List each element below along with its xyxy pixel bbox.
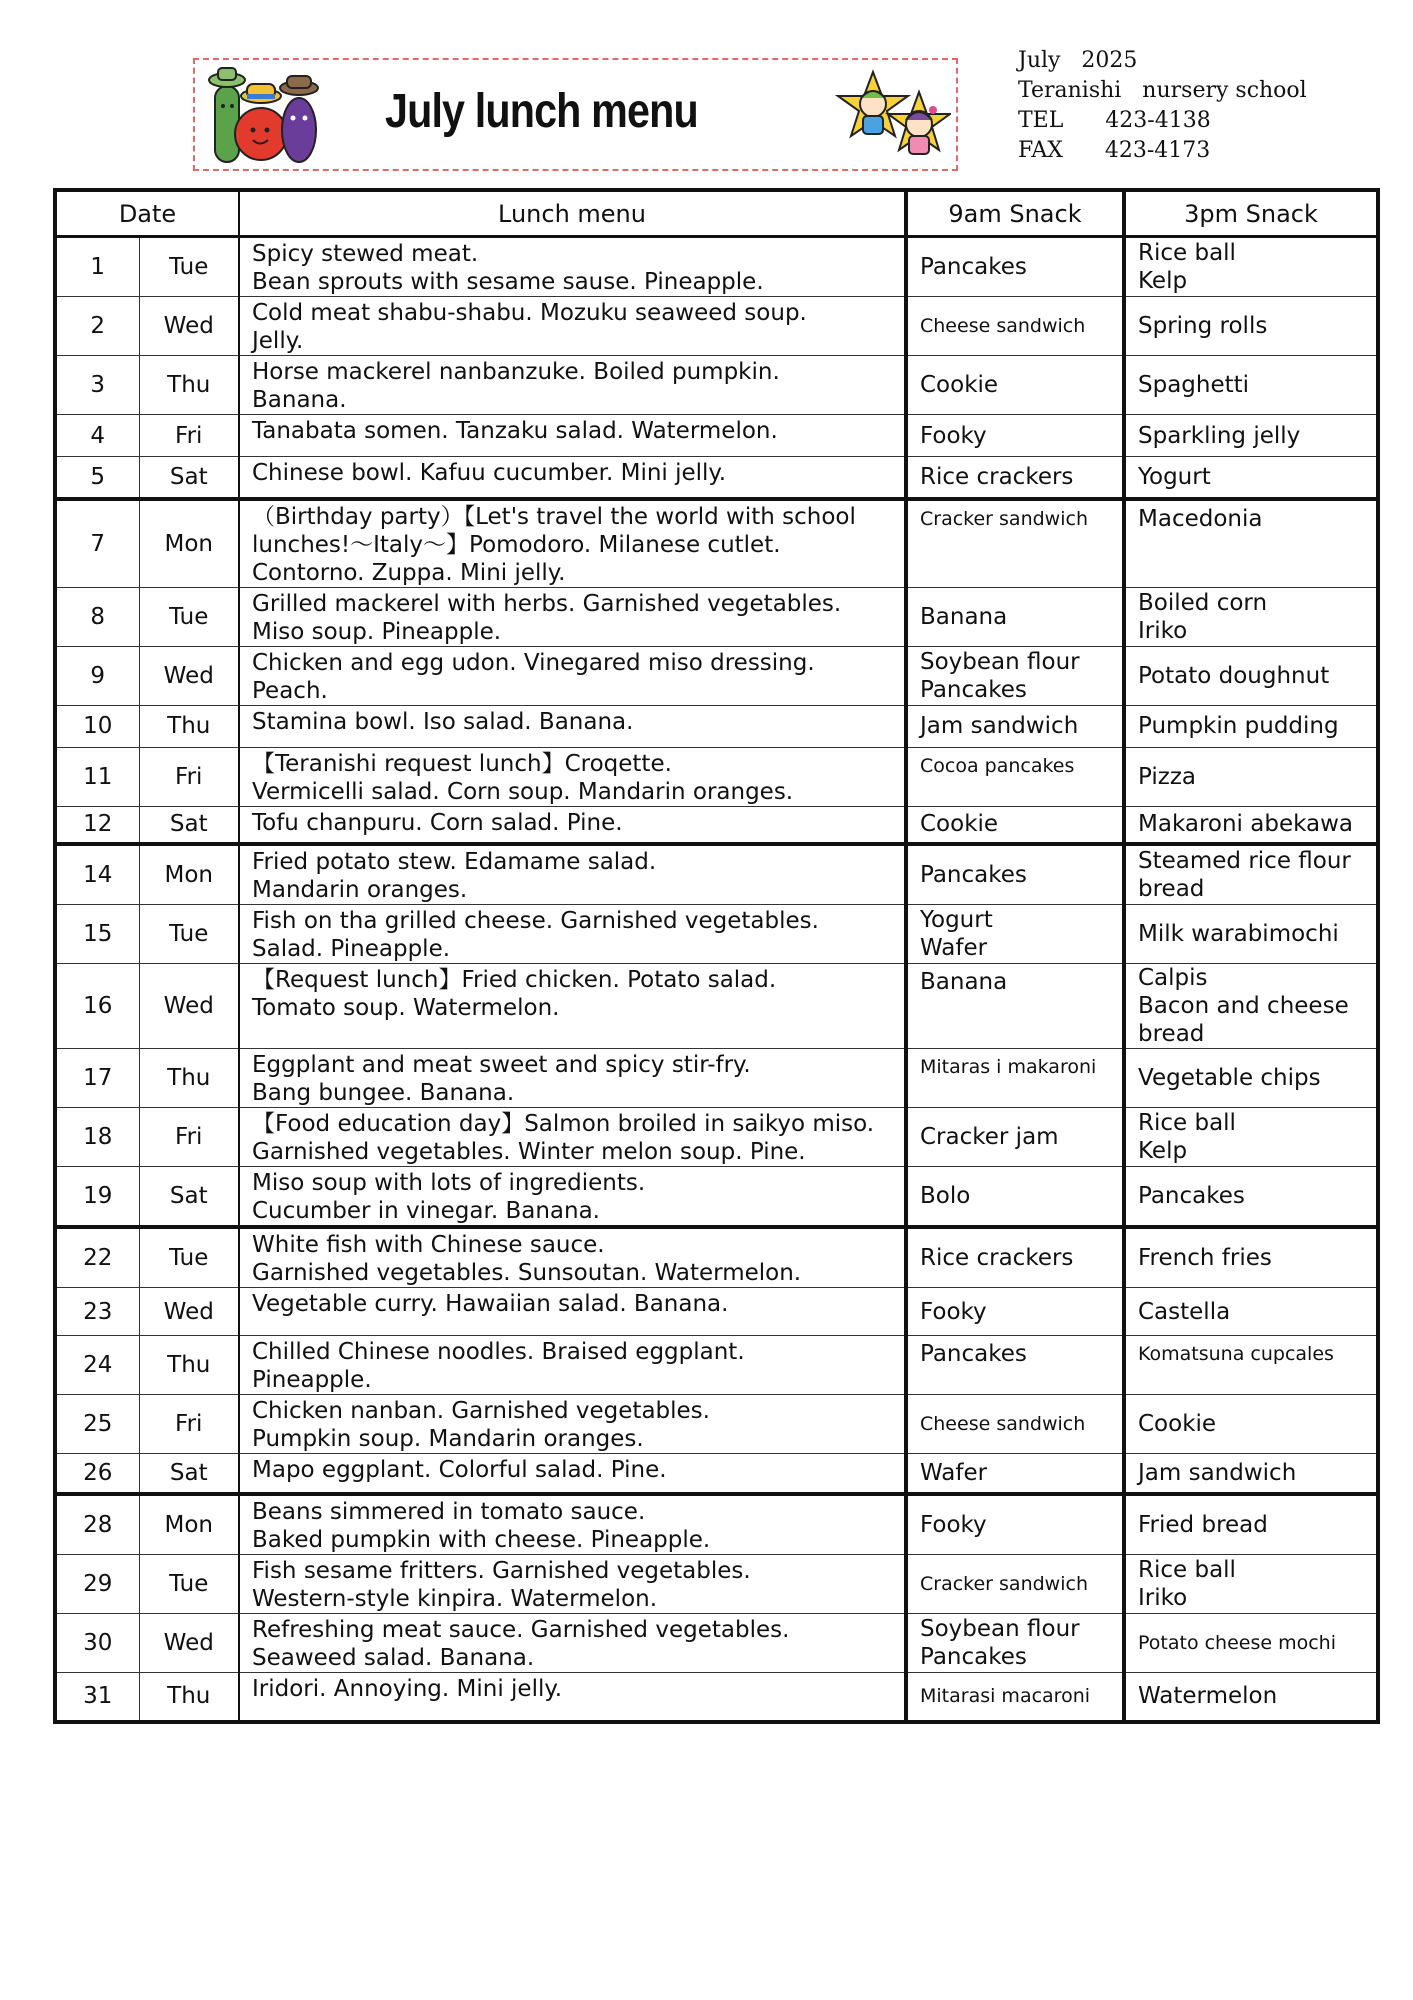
cell-line: Watermelon (1138, 1683, 1278, 1710)
cell-line: Mitaras i makaroni (920, 1056, 1097, 1078)
table-body (55, 237, 1378, 1723)
cell-line: Calpis (1138, 965, 1208, 991)
cell-line: lunches!～Italy～】Pomodoro. Milanese cutlet. (252, 531, 781, 558)
cell-line: Chilled Chinese noodles. Braised eggplant. (252, 1339, 745, 1365)
table-row (55, 1227, 1378, 1288)
cell-line: Pancakes (920, 254, 1027, 280)
weekday: Thu (139, 356, 239, 415)
afternoon-snack-cell (1124, 1167, 1378, 1228)
lunch-menu-cell (239, 1288, 906, 1336)
cell-line: Jelly. (252, 328, 304, 354)
afternoon-snack-cell (1124, 1395, 1378, 1454)
afternoon-snack-cell (1124, 1288, 1378, 1336)
afternoon-snack-cell (1124, 964, 1378, 1049)
cell-line: Castella (1138, 1298, 1231, 1325)
cell-line: Vermicelli salad. Corn soup. Mandarin oranges. (252, 778, 794, 805)
weekday: Tue (139, 587, 239, 646)
header-3pm-snack: 3pm Snack (1124, 190, 1378, 237)
morning-snack-cell (906, 905, 1124, 964)
cell-line: Sparkling jelly (1138, 422, 1301, 449)
afternoon-snack-cell (1124, 297, 1378, 356)
table-row (55, 587, 1378, 646)
date-number: 31 (55, 1672, 139, 1722)
afternoon-snack-cell (1124, 1672, 1378, 1722)
star-kids-illustration (835, 66, 951, 170)
lunch-menu-cell (239, 1108, 906, 1167)
cell-line: Peach. (252, 677, 328, 704)
cell-line: Rice ball (1138, 1556, 1236, 1583)
afternoon-snack-cell (1124, 1049, 1378, 1108)
morning-snack-cell (906, 297, 1124, 356)
cell-line: Cocoa pancakes (920, 754, 1075, 777)
cell-line: Cold meat shabu-shabu. Mozuku seaweed soup. (252, 300, 807, 326)
date-number: 3 (55, 356, 139, 415)
afternoon-snack-cell (1124, 457, 1378, 499)
cell-line: Macedonia (1138, 505, 1263, 532)
table-row (55, 297, 1378, 356)
morning-snack-cell (906, 1554, 1124, 1613)
lunch-menu-cell (239, 297, 906, 356)
morning-snack-cell (906, 1494, 1124, 1555)
school-info (1018, 46, 1307, 166)
weekday: Sat (139, 457, 239, 499)
lunch-menu-cell (239, 1049, 906, 1108)
cell-line: Vegetable chips (1138, 1065, 1321, 1091)
morning-snack-cell (906, 1227, 1124, 1288)
weekday: Thu (139, 1049, 239, 1108)
weekday: Sat (139, 806, 239, 844)
cell-line: Yogurt (920, 907, 993, 933)
afternoon-snack-cell (1124, 646, 1378, 705)
cell-line: Banana (920, 969, 1008, 995)
cell-line: Pancakes (920, 676, 1027, 703)
lunch-menu-cell (239, 1336, 906, 1395)
afternoon-snack-cell (1124, 499, 1378, 588)
weekday: Fri (139, 747, 239, 806)
afternoon-snack-cell (1124, 844, 1378, 905)
cell-line: Chicken nanban. Garnished vegetables. (252, 1398, 710, 1424)
cell-line: Refreshing meat sauce. Garnished vegetables. (252, 1616, 790, 1643)
date-number: 30 (55, 1613, 139, 1672)
morning-snack-cell (906, 1454, 1124, 1494)
morning-snack-cell (906, 1613, 1124, 1672)
lunch-menu-cell (239, 499, 906, 588)
lunch-menu-cell (239, 905, 906, 964)
weekday: Fri (139, 1108, 239, 1167)
school-info-line: TEL 423-4138 (1018, 108, 1211, 133)
table-row (55, 1554, 1378, 1613)
morning-snack-cell (906, 1395, 1124, 1454)
cell-line: Iriko (1138, 1584, 1188, 1611)
cell-line: Cookie (920, 811, 999, 838)
header-date: Date (55, 190, 239, 237)
cell-line: Grilled mackerel with herbs. Garnished vegetables. (252, 590, 842, 617)
date-number: 23 (55, 1288, 139, 1336)
lunch-menu-cell (239, 237, 906, 297)
cell-line: Garnished vegetables. Sunsoutan. Watermelon. (252, 1260, 802, 1286)
table-row (55, 1395, 1378, 1454)
morning-snack-cell (906, 1108, 1124, 1167)
lunch-menu-cell (239, 806, 906, 844)
morning-snack-cell (906, 587, 1124, 646)
cell-line: Milk warabimochi (1138, 921, 1339, 947)
date-number: 19 (55, 1167, 139, 1228)
cell-line: 【Request lunch】Fried chicken. Potato salad. (252, 967, 777, 993)
page-title: July lunch menu (385, 85, 698, 138)
cell-line: Pineapple. (252, 1367, 372, 1393)
lunch-menu-cell (239, 747, 906, 806)
afternoon-snack-cell (1124, 705, 1378, 747)
cell-line: Kelp (1138, 268, 1188, 294)
table-row (55, 646, 1378, 705)
cell-line: Spaghetti (1138, 372, 1250, 398)
date-number: 18 (55, 1108, 139, 1167)
cell-line: Contorno. Zuppa. Mini jelly. (252, 559, 566, 586)
cell-line: Komatsuna cupcales (1138, 1343, 1334, 1365)
table-row (55, 415, 1378, 457)
cell-line: Cracker sandwich (920, 507, 1088, 530)
cell-line: Horse mackerel nanbanzuke. Boiled pumpkin. (252, 359, 780, 385)
cell-line: Beans simmered in tomato sauce. (252, 1498, 646, 1525)
date-number: 22 (55, 1227, 139, 1288)
cell-line: Rice crackers (920, 463, 1074, 490)
morning-snack-cell (906, 237, 1124, 297)
cell-line: Potato cheese mochi (1138, 1631, 1337, 1654)
cell-line: Bang bungee. Banana. (252, 1080, 515, 1106)
cell-line: Eggplant and meat sweet and spicy stir-fry. (252, 1052, 751, 1078)
weekday: Wed (139, 646, 239, 705)
morning-snack-cell (906, 964, 1124, 1049)
table-row (55, 1494, 1378, 1555)
table-row (55, 1613, 1378, 1672)
table-row (55, 237, 1378, 297)
cell-line: Pumpkin pudding (1138, 713, 1339, 739)
cell-line: Bean sprouts with sesame sause. Pineapple. (252, 269, 764, 295)
date-number: 7 (55, 499, 139, 588)
cell-line: Salad. Pineapple. (252, 936, 451, 962)
cell-line: Jam sandwich (920, 713, 1079, 739)
date-number: 29 (55, 1554, 139, 1613)
cell-line: Fried potato stew. Edamame salad. (252, 849, 657, 875)
date-number: 26 (55, 1454, 139, 1494)
afternoon-snack-cell (1124, 415, 1378, 457)
cell-line: Cracker jam (920, 1124, 1059, 1150)
cell-line: Cookie (1138, 1411, 1217, 1437)
morning-snack-cell (906, 415, 1124, 457)
cell-line: Rice ball (1138, 240, 1236, 266)
cell-line: Cookie (920, 372, 999, 398)
cell-line: bread (1138, 1021, 1205, 1047)
afternoon-snack-cell (1124, 587, 1378, 646)
cell-line: Pancakes (920, 1341, 1027, 1367)
header-9am-snack: 9am Snack (906, 190, 1124, 237)
weekday: Mon (139, 844, 239, 905)
cell-line: Iriko (1138, 617, 1188, 644)
date-number: 12 (55, 806, 139, 844)
cell-line: Cheese sandwich (920, 1413, 1086, 1435)
lunch-menu-cell (239, 587, 906, 646)
afternoon-snack-cell (1124, 1227, 1378, 1288)
cell-line: Mapo eggplant. Colorful salad. Pine. (252, 1457, 667, 1483)
cell-line: Boiled corn (1138, 589, 1268, 616)
cell-line: Jam sandwich (1138, 1459, 1297, 1486)
morning-snack-cell (906, 844, 1124, 905)
cell-line: Wafer (920, 935, 988, 961)
table-row (55, 1167, 1378, 1228)
table-row (55, 356, 1378, 415)
weekday: Tue (139, 237, 239, 297)
cell-line: Garnished vegetables. Winter melon soup. Pine. (252, 1139, 806, 1165)
cell-line: Cheese sandwich (920, 315, 1086, 337)
cell-line: Rice crackers (920, 1245, 1074, 1271)
table-row (55, 1108, 1378, 1167)
cell-line: Baked pumpkin with cheese. Pineapple. (252, 1526, 711, 1553)
date-number: 25 (55, 1395, 139, 1454)
table-row (55, 1454, 1378, 1494)
vegetables-illustration (203, 64, 321, 168)
cell-line: Fish sesame fritters. Garnished vegetables. (252, 1557, 751, 1584)
cell-line: Banana. (252, 387, 347, 413)
cell-line: Pizza (1138, 763, 1196, 790)
cell-line: 【Teranishi request lunch】Croqette. (252, 750, 672, 777)
cell-line: Steamed rice flour (1138, 848, 1351, 874)
lunch-menu-cell (239, 457, 906, 499)
cell-line: White fish with Chinese sauce. (252, 1232, 605, 1258)
cell-line: French fries (1138, 1245, 1272, 1271)
lunch-menu-cell (239, 1227, 906, 1288)
table-row (55, 499, 1378, 588)
table-header-row (55, 190, 1378, 237)
cell-line: Potato doughnut (1138, 662, 1330, 689)
morning-snack-cell (906, 457, 1124, 499)
afternoon-snack-cell (1124, 1108, 1378, 1167)
lunch-menu-cell (239, 1395, 906, 1454)
weekday: Mon (139, 1494, 239, 1555)
morning-snack-cell (906, 705, 1124, 747)
date-number: 15 (55, 905, 139, 964)
title-banner (193, 58, 958, 171)
cell-line: Chinese bowl. Kafuu cucumber. Mini jelly. (252, 460, 727, 486)
table-row (55, 905, 1378, 964)
cell-line: bread (1138, 876, 1205, 902)
lunch-menu-cell (239, 1494, 906, 1555)
cell-line: Miso soup with lots of ingredients. (252, 1170, 646, 1196)
date-number: 11 (55, 747, 139, 806)
lunch-menu-cell (239, 1167, 906, 1228)
cell-line: Makaroni abekawa (1138, 811, 1354, 838)
table-row (55, 964, 1378, 1049)
afternoon-snack-cell (1124, 1454, 1378, 1494)
cell-line: Pancakes (920, 1643, 1027, 1670)
date-number: 4 (55, 415, 139, 457)
cell-line: Kelp (1138, 1138, 1188, 1164)
cell-line: Fooky (920, 1511, 987, 1538)
table-row (55, 1336, 1378, 1395)
weekday: Sat (139, 1454, 239, 1494)
lunch-menu-cell (239, 1672, 906, 1722)
lunch-menu-cell (239, 964, 906, 1049)
morning-snack-cell (906, 646, 1124, 705)
morning-snack-cell (906, 806, 1124, 844)
cell-line: Banana (920, 603, 1008, 630)
weekday: Fri (139, 1395, 239, 1454)
afternoon-snack-cell (1124, 905, 1378, 964)
date-number: 28 (55, 1494, 139, 1555)
cell-line: Yogurt (1138, 463, 1211, 490)
cell-line: Mandarin oranges. (252, 877, 468, 903)
afternoon-snack-cell (1124, 1494, 1378, 1555)
morning-snack-cell (906, 499, 1124, 588)
weekday: Mon (139, 499, 239, 588)
date-number: 10 (55, 705, 139, 747)
weekday: Wed (139, 297, 239, 356)
afternoon-snack-cell (1124, 1613, 1378, 1672)
school-info-line: Teranishi nursery school (1018, 78, 1307, 103)
cell-line: Bolo (920, 1183, 971, 1209)
weekday: Tue (139, 1227, 239, 1288)
afternoon-snack-cell (1124, 806, 1378, 844)
header-lunch: Lunch menu (239, 190, 906, 237)
lunch-menu-cell (239, 1613, 906, 1672)
cell-line: Seaweed salad. Banana. (252, 1644, 535, 1671)
table-row (55, 705, 1378, 747)
date-number: 16 (55, 964, 139, 1049)
date-number: 9 (55, 646, 139, 705)
morning-snack-cell (906, 356, 1124, 415)
cell-line: Fooky (920, 1298, 987, 1325)
table-row (55, 1288, 1378, 1336)
school-info-line: July 2025 (1018, 48, 1138, 73)
cell-line: Bacon and cheese (1138, 993, 1349, 1019)
lunch-menu-cell (239, 356, 906, 415)
date-number: 5 (55, 457, 139, 499)
table-row (55, 844, 1378, 905)
cell-line: Soybean flour (920, 1615, 1080, 1642)
afternoon-snack-cell (1124, 237, 1378, 297)
cell-line: Tomato soup. Watermelon. (252, 995, 560, 1021)
afternoon-snack-cell (1124, 1554, 1378, 1613)
cell-line: Vegetable curry. Hawaiian salad. Banana. (252, 1291, 729, 1317)
cell-line: Rice ball (1138, 1110, 1236, 1136)
cell-line: （Birthday party）【Let's travel the world with school (252, 503, 856, 530)
morning-snack-cell (906, 1336, 1124, 1395)
weekday: Wed (139, 1613, 239, 1672)
cell-line: 【Food education day】Salmon broiled in saikyo miso. (252, 1111, 875, 1137)
weekday: Thu (139, 1336, 239, 1395)
date-number: 1 (55, 237, 139, 297)
lunch-menu-table (53, 188, 1380, 1724)
cell-line: Iridori. Annoying. Mini jelly. (252, 1675, 563, 1702)
school-info-line: FAX 423-4173 (1018, 138, 1211, 163)
cell-line: Wafer (920, 1459, 988, 1486)
cell-line: Fooky (920, 422, 987, 449)
date-number: 14 (55, 844, 139, 905)
cell-line: Mitarasi macaroni (920, 1685, 1091, 1708)
cell-line: Soybean flour (920, 648, 1080, 675)
lunch-menu-cell (239, 705, 906, 747)
cell-line: Spicy stewed meat. (252, 241, 479, 267)
cell-line: Pumpkin soup. Mandarin oranges. (252, 1426, 644, 1452)
lunch-menu-cell (239, 1554, 906, 1613)
cell-line: Miso soup. Pineapple. (252, 618, 502, 645)
date-number: 8 (55, 587, 139, 646)
lunch-menu-cell (239, 1454, 906, 1494)
weekday: Wed (139, 1288, 239, 1336)
weekday: Thu (139, 705, 239, 747)
cell-line: Western-style kinpira. Watermelon. (252, 1585, 658, 1612)
morning-snack-cell (906, 1049, 1124, 1108)
table-row (55, 1049, 1378, 1108)
table-row (55, 747, 1378, 806)
cell-line: Fish on tha grilled cheese. Garnished vegetables. (252, 908, 819, 934)
cell-line: Spring rolls (1138, 313, 1268, 339)
table-row (55, 806, 1378, 844)
weekday: Thu (139, 1672, 239, 1722)
weekday: Tue (139, 905, 239, 964)
morning-snack-cell (906, 747, 1124, 806)
cell-line: Tofu chanpuru. Corn salad. Pine. (252, 809, 623, 836)
table-row (55, 1672, 1378, 1722)
lunch-menu-cell (239, 415, 906, 457)
lunch-menu-cell (239, 646, 906, 705)
afternoon-snack-cell (1124, 356, 1378, 415)
cell-line: Tanabata somen. Tanzaku salad. Watermelon. (252, 418, 778, 444)
morning-snack-cell (906, 1167, 1124, 1228)
cell-line: Cucumber in vinegar. Banana. (252, 1198, 600, 1224)
cell-line: Pancakes (1138, 1183, 1245, 1209)
cell-line: Cracker sandwich (920, 1572, 1088, 1595)
morning-snack-cell (906, 1672, 1124, 1722)
cell-line: Fried bread (1138, 1511, 1268, 1538)
weekday: Wed (139, 964, 239, 1049)
date-number: 24 (55, 1336, 139, 1395)
date-number: 2 (55, 297, 139, 356)
cell-line: Chicken and egg udon. Vinegared miso dressing. (252, 649, 815, 676)
cell-line: Pancakes (920, 862, 1027, 888)
date-number: 17 (55, 1049, 139, 1108)
weekday: Sat (139, 1167, 239, 1228)
afternoon-snack-cell (1124, 1336, 1378, 1395)
afternoon-snack-cell (1124, 747, 1378, 806)
morning-snack-cell (906, 1288, 1124, 1336)
cell-line: Stamina bowl. Iso salad. Banana. (252, 708, 634, 735)
weekday: Tue (139, 1554, 239, 1613)
weekday: Fri (139, 415, 239, 457)
lunch-menu-cell (239, 844, 906, 905)
table-row (55, 457, 1378, 499)
